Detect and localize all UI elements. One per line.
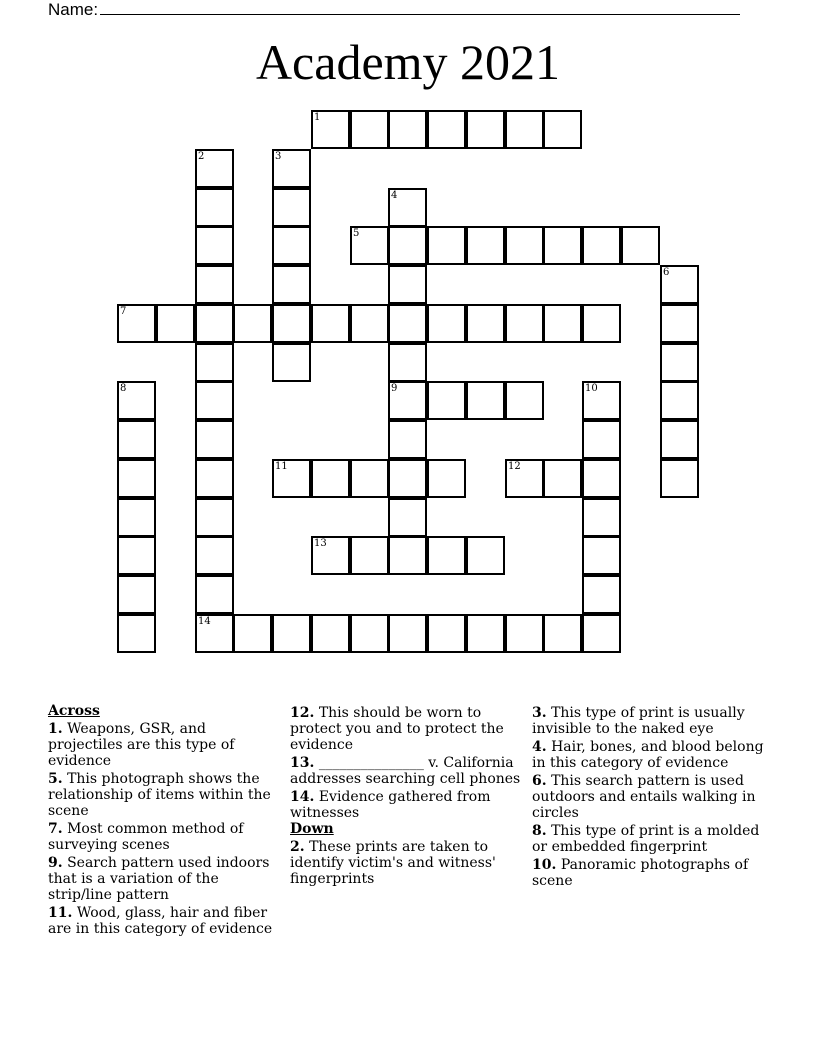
clue-number: 1 [314, 112, 321, 123]
grid-cell[interactable] [466, 614, 505, 653]
grid-cell[interactable] [117, 459, 156, 498]
grid-cell[interactable] [272, 459, 311, 498]
grid-cell[interactable] [388, 536, 427, 575]
grid-cell[interactable] [466, 381, 505, 420]
clue-number: 4 [391, 190, 398, 201]
grid-cell[interactable] [233, 304, 272, 343]
grid-cell[interactable] [350, 110, 389, 149]
grid-cell[interactable] [388, 420, 427, 459]
grid-cell[interactable] [195, 575, 234, 614]
clue-number: 2 [198, 151, 205, 162]
clue-down-3: 3. This type of print is usually invisible to the naked eye [532, 705, 745, 737]
clue-across-11: 11. Wood, glass, hair and fiber are in this category of evidence [48, 905, 273, 937]
grid-cell[interactable] [660, 459, 699, 498]
clue-column-2 [290, 703, 526, 887]
grid-cell[interactable] [466, 226, 505, 265]
clue-number: 7 [120, 306, 127, 317]
grid-cell[interactable] [466, 110, 505, 149]
grid-cell[interactable] [388, 459, 427, 498]
clue-down-6: 6. This search pattern is used outdoors and entails walking in circles [532, 773, 756, 821]
clue-number: 5 [353, 228, 360, 239]
grid-cell[interactable] [505, 381, 544, 420]
name-label: Name: [48, 0, 99, 19]
grid-cell[interactable] [582, 498, 621, 537]
clue-down-4: 4. Hair, bones, and blood belong in this category of evidence [532, 739, 764, 771]
grid-cell[interactable] [543, 304, 582, 343]
grid-cell[interactable] [582, 614, 621, 653]
clue-number: 10 [585, 383, 598, 394]
grid-cell[interactable] [388, 226, 427, 265]
grid-cell[interactable] [311, 110, 350, 149]
grid-cell[interactable] [195, 498, 234, 537]
clue-column-1 [48, 703, 284, 937]
grid-cell[interactable] [543, 110, 582, 149]
grid-cell[interactable] [427, 459, 466, 498]
clue-number: 13 [314, 538, 327, 549]
grid-cell[interactable] [466, 304, 505, 343]
clue-column-3 [532, 703, 768, 889]
grid-cell[interactable] [660, 420, 699, 459]
clue-number: 3 [275, 151, 282, 162]
grid-cell[interactable] [388, 188, 427, 227]
grid-cell[interactable] [311, 304, 350, 343]
grid-cell[interactable] [272, 343, 311, 382]
down-heading: Down [290, 821, 334, 837]
grid-cell[interactable] [543, 614, 582, 653]
grid-cell[interactable] [350, 459, 389, 498]
grid-cell[interactable] [117, 420, 156, 459]
clue-across-9: 9. Search pattern used indoors that is a variation of the strip/line pattern [48, 855, 270, 903]
grid-cell[interactable] [350, 226, 389, 265]
grid-cell[interactable] [272, 614, 311, 653]
grid-cell[interactable] [195, 614, 234, 653]
grid-cell[interactable] [582, 536, 621, 575]
grid-cell[interactable] [505, 304, 544, 343]
clue-number: 6 [663, 267, 670, 278]
grid-cell[interactable] [660, 265, 699, 304]
grid-cell[interactable] [195, 381, 234, 420]
grid-cell[interactable] [582, 304, 621, 343]
grid-cell[interactable] [660, 304, 699, 343]
grid-cell[interactable] [505, 459, 544, 498]
grid-cell[interactable] [388, 265, 427, 304]
grid-cell[interactable] [233, 614, 272, 653]
puzzle-title: Academy 2021 [255, 34, 561, 90]
clue-down-8: 8. This type of print is a molded or embedded fingerprint [532, 823, 760, 855]
grid-cell[interactable] [272, 149, 311, 188]
grid-cell[interactable] [311, 459, 350, 498]
grid-cell[interactable] [195, 343, 234, 382]
clue-across-14: 14. Evidence gathered from witnesses [290, 789, 491, 821]
grid-cell[interactable] [195, 265, 234, 304]
clue-number: 12 [508, 461, 521, 472]
grid-cell[interactable] [195, 188, 234, 227]
grid-cell[interactable] [621, 226, 660, 265]
grid-cell[interactable] [505, 110, 544, 149]
grid-cell[interactable] [427, 536, 466, 575]
grid-cell[interactable] [427, 110, 466, 149]
grid-cell[interactable] [582, 226, 621, 265]
clue-down-10: 10. Panoramic photographs of scene [532, 857, 749, 889]
grid-cell[interactable] [195, 536, 234, 575]
grid-cell[interactable] [388, 498, 427, 537]
grid-cell[interactable] [543, 459, 582, 498]
grid-cell[interactable] [195, 149, 234, 188]
grid-cell[interactable] [117, 614, 156, 653]
grid-cell[interactable] [117, 304, 156, 343]
grid-cell[interactable] [272, 226, 311, 265]
clue-number: 9 [391, 383, 398, 394]
clue-across-7: 7. Most common method of surveying scenes [48, 821, 244, 853]
grid-cell[interactable] [505, 614, 544, 653]
grid-cell[interactable] [195, 226, 234, 265]
grid-cell[interactable] [117, 536, 156, 575]
grid-cell[interactable] [117, 381, 156, 420]
clue-across-5: 5. This photograph shows the relationship of items within the scene [48, 771, 271, 819]
grid-cell[interactable] [660, 343, 699, 382]
grid-cell[interactable] [427, 226, 466, 265]
grid-cell[interactable] [272, 265, 311, 304]
grid-cell[interactable] [272, 304, 311, 343]
clue-number: 8 [120, 383, 127, 394]
grid-cell[interactable] [350, 304, 389, 343]
across-heading: Across [48, 703, 100, 719]
grid-cell[interactable] [466, 536, 505, 575]
grid-cell[interactable] [427, 304, 466, 343]
clue-across-1: 1. Weapons, GSR, and projectiles are this type of evidence [48, 721, 235, 769]
grid-cell[interactable] [195, 304, 234, 343]
grid-cell[interactable] [543, 226, 582, 265]
grid-cell[interactable] [505, 226, 544, 265]
grid-cell[interactable] [582, 459, 621, 498]
clue-number: 14 [198, 616, 211, 627]
grid-cell[interactable] [388, 343, 427, 382]
grid-cell[interactable] [582, 575, 621, 614]
grid-cell[interactable] [388, 381, 427, 420]
grid-cell[interactable] [272, 188, 311, 227]
grid-cell[interactable] [311, 614, 350, 653]
grid-cell[interactable] [582, 420, 621, 459]
clue-across-12: 12. This should be worn to protect you and to protect the evidence [290, 705, 504, 753]
grid-cell[interactable] [195, 459, 234, 498]
grid-cell[interactable] [427, 614, 466, 653]
grid-cell[interactable] [117, 575, 156, 614]
grid-cell[interactable] [117, 498, 156, 537]
grid-cell[interactable] [311, 536, 350, 575]
grid-cell[interactable] [388, 110, 427, 149]
grid-cell[interactable] [350, 536, 389, 575]
grid-cell[interactable] [388, 614, 427, 653]
grid-cell[interactable] [195, 420, 234, 459]
grid-cell[interactable] [388, 304, 427, 343]
grid-cell[interactable] [156, 304, 195, 343]
grid-cell[interactable] [582, 381, 621, 420]
grid-cell[interactable] [350, 614, 389, 653]
clue-across-13: 13. _______________ v. California addresses searching cell phones [290, 755, 521, 787]
grid-cell[interactable] [660, 381, 699, 420]
grid-cell[interactable] [427, 381, 466, 420]
clue-number: 11 [275, 461, 288, 472]
clue-down-2: 2. These prints are taken to identify victim's and witness' fingerprints [290, 839, 496, 887]
